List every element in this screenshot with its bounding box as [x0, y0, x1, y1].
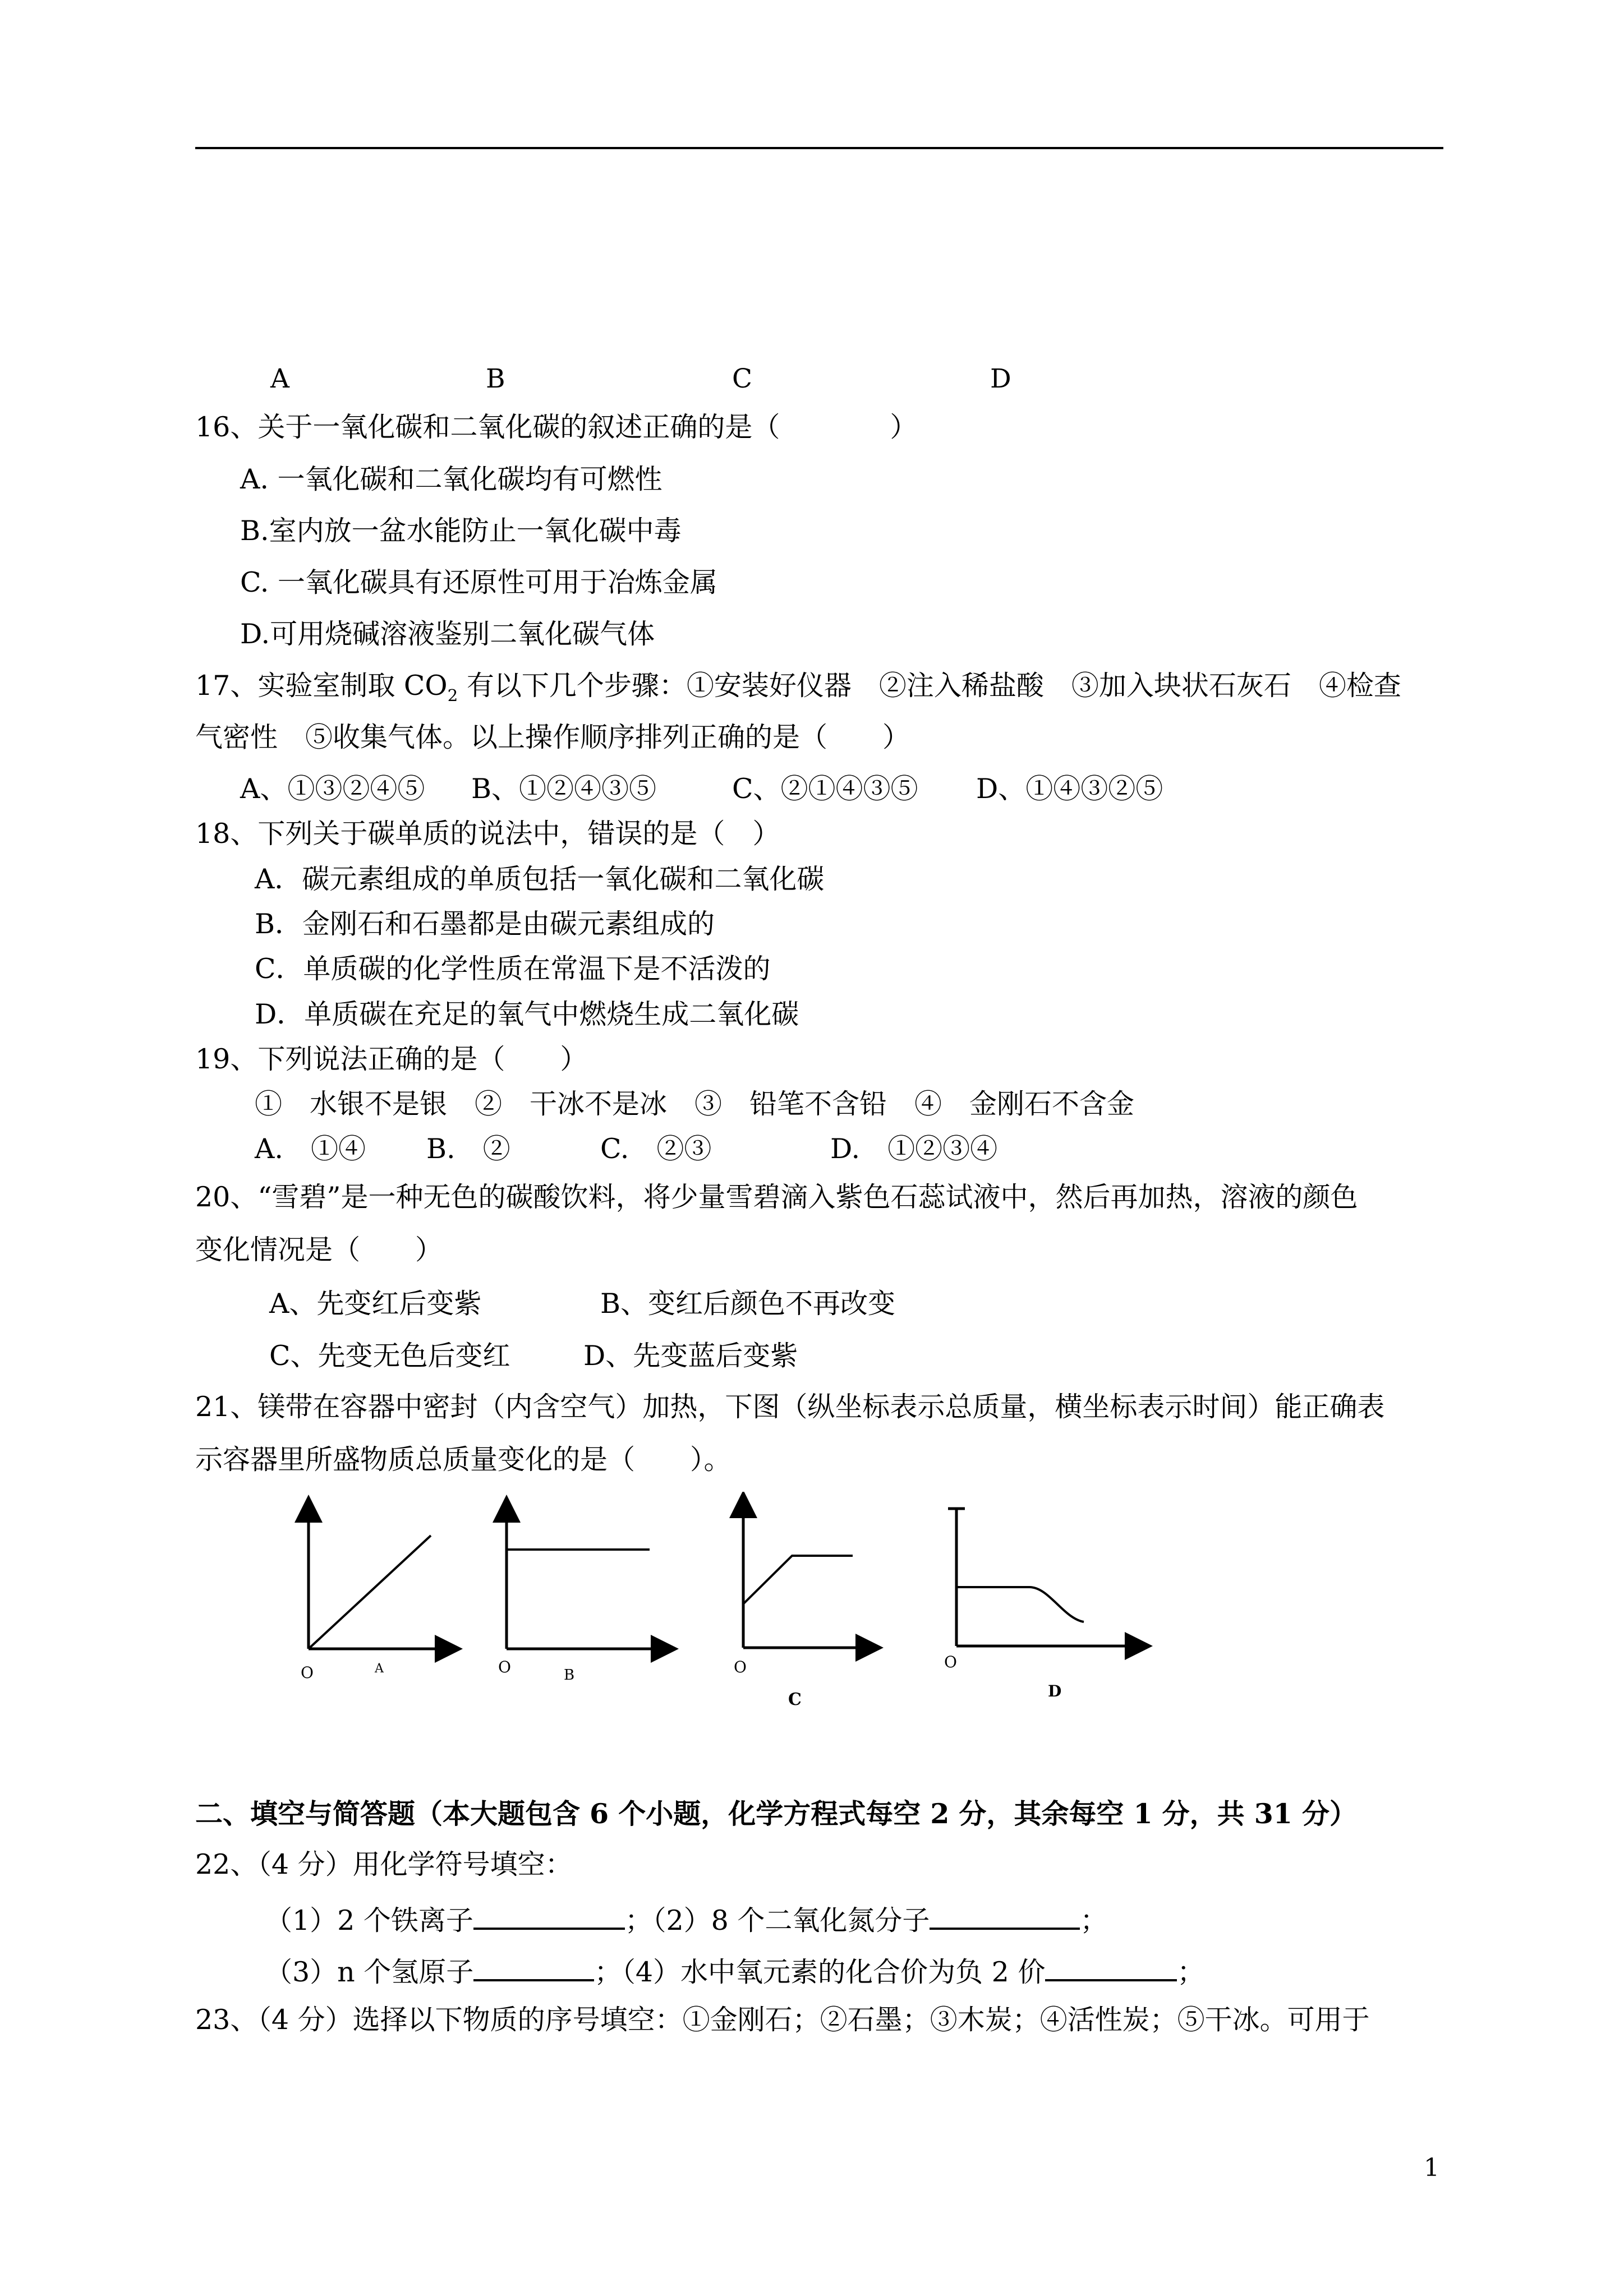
graph-b-label: B [564, 1667, 575, 1684]
q17-option-d: D、①④③②⑤ [976, 773, 1163, 805]
q19-option-b: B. ② [426, 1133, 510, 1165]
q18-option-c: C．单质碳的化学性质在常温下是不活泼的 [255, 953, 771, 985]
q20-option-b: B、变红后颜色不再改变 [600, 1288, 896, 1320]
graph-b-origin: O [498, 1658, 511, 1676]
q17-stem-b: 有以下几个步骤：①安装好仪器 ②注入稀盐酸 ③加入块状石灰石 ④检查 [458, 670, 1401, 702]
q22-blank-4[interactable] [1045, 1954, 1177, 1981]
q22-stem: 22、（4 分）用化学符号填空： [195, 1848, 573, 1880]
choice-label-c: C [732, 363, 752, 394]
graph-c [734, 1504, 869, 1709]
choice-label-b: B [486, 363, 505, 394]
q16-option-c: C. 一氧化碳具有还原性可用于冶炼金属 [240, 566, 717, 598]
q18-stem: 18、下列关于碳单质的说法中，错误的是（ ） [195, 818, 780, 850]
q20-option-c: C、先变无色后变红 [269, 1340, 510, 1372]
q16-option-a: A. 一氧化碳和二氧化碳均有可燃性 [240, 463, 663, 495]
page-number: 1 [1424, 2154, 1439, 2182]
q19-stem: 19、下列说法正确的是（ ） [195, 1043, 588, 1075]
q22-part3: （3）n 个氢原子 [265, 1956, 474, 1988]
q19-option-a: A. ①④ [255, 1133, 366, 1165]
q22-part2: ；（2）8 个二氧化氮分子 [624, 1905, 930, 1937]
graph-d-curve [956, 1587, 1084, 1622]
q19-option-d: D. ①②③④ [830, 1133, 998, 1165]
graph-d-label: D [1048, 1682, 1062, 1700]
q17-stem-line2: 气密性 ⑤收集气体。以上操作顺序排列正确的是（ ） [195, 721, 910, 753]
q18-option-a: A．碳元素组成的单质包括一氧化碳和二氧化碳 [255, 863, 825, 895]
graph-c-label: C [788, 1690, 802, 1709]
q17-option-a: A、①③②④⑤ [240, 773, 425, 805]
q22-blank-2[interactable] [930, 1903, 1080, 1930]
q18-option-d: D．单质碳在充足的氧气中燃烧生成二氧化碳 [255, 998, 799, 1030]
q17-stem-subscript: 2 [447, 685, 458, 705]
q17-stem [195, 672, 1401, 704]
q22-row2 [265, 1954, 1204, 1986]
q20-option-a: A、先变红后变紫 [269, 1288, 482, 1320]
header-rule [195, 147, 1443, 149]
q20-stem-line2: 变化情况是（ ） [195, 1234, 443, 1266]
graph-d-origin: O [944, 1653, 957, 1671]
graph-c-curve [743, 1556, 853, 1604]
graph-a-origin: O [301, 1663, 314, 1682]
graph-b [498, 1509, 665, 1684]
choice-label-a: A [270, 363, 289, 394]
q22-blank-3[interactable] [473, 1954, 594, 1981]
q21-stem-line1: 21、镁带在容器中密封（内含空气）加热，下图（纵坐标表示总质量，横坐标表示时间）能正确表 [195, 1391, 1385, 1423]
graph-a-curve [309, 1536, 431, 1649]
q21-stem-line2: 示容器里所盛物质总质量变化的是（ ）。 [195, 1444, 732, 1476]
q16-option-b: B.室内放一盆水能防止一氧化碳中毒 [240, 515, 682, 547]
graph-a [301, 1509, 449, 1682]
q22-part4-end: ； [1177, 1956, 1205, 1988]
q16-stem: 16、关于一氧化碳和二氧化碳的叙述正确的是（ ） [195, 411, 918, 443]
q22-part4: ；（4）水中氧元素的化合价为负 2 价 [594, 1956, 1046, 1988]
q22-part1: （1）2 个铁离子 [265, 1905, 473, 1937]
q20-stem-line1: 20、“雪碧”是一种无色的碳酸饮料，将少量雪碧滴入紫色石蕊试液中，然后再加热，溶液的颜色 [195, 1181, 1358, 1213]
graph-d [944, 1509, 1139, 1700]
q16-option-d: D.可用烧碱溶液鉴别二氧化碳气体 [240, 618, 655, 650]
q22-blank-1[interactable] [473, 1903, 625, 1930]
q17-option-b: B、①②④③⑤ [471, 773, 657, 805]
q19-option-c: C. ②③ [600, 1133, 712, 1165]
graph-a-label: A [375, 1662, 384, 1676]
q17-stem-a: 17、实验室制取 CO [195, 670, 448, 702]
q19-statements: ① 水银不是银 ② 干冰不是冰 ③ 铅笔不含铅 ④ 金刚石不含金 [255, 1088, 1135, 1120]
section2-title: 二、填空与简答题（本大题包含 6 个小题，化学方程式每空 2 分，其余每空 1 分，共 31 分） [195, 1797, 1357, 1830]
q18-option-b: B．金刚石和石墨都是由碳元素组成的 [255, 908, 715, 940]
q22-row1 [265, 1903, 1108, 1937]
q17-option-c: C、②①④③⑤ [732, 773, 918, 805]
q22-part2-end: ； [1080, 1905, 1108, 1937]
choice-label-d: D [990, 363, 1011, 394]
q23-stem: 23、（4 分）选择以下物质的序号填空：①金刚石；②石墨；③木炭；④活性炭；⑤干冰。可用于 [195, 2004, 1370, 2036]
q21-graphs [280, 1492, 1167, 1716]
q20-option-d: D、先变蓝后变紫 [583, 1340, 798, 1372]
graph-c-origin: O [734, 1658, 747, 1676]
